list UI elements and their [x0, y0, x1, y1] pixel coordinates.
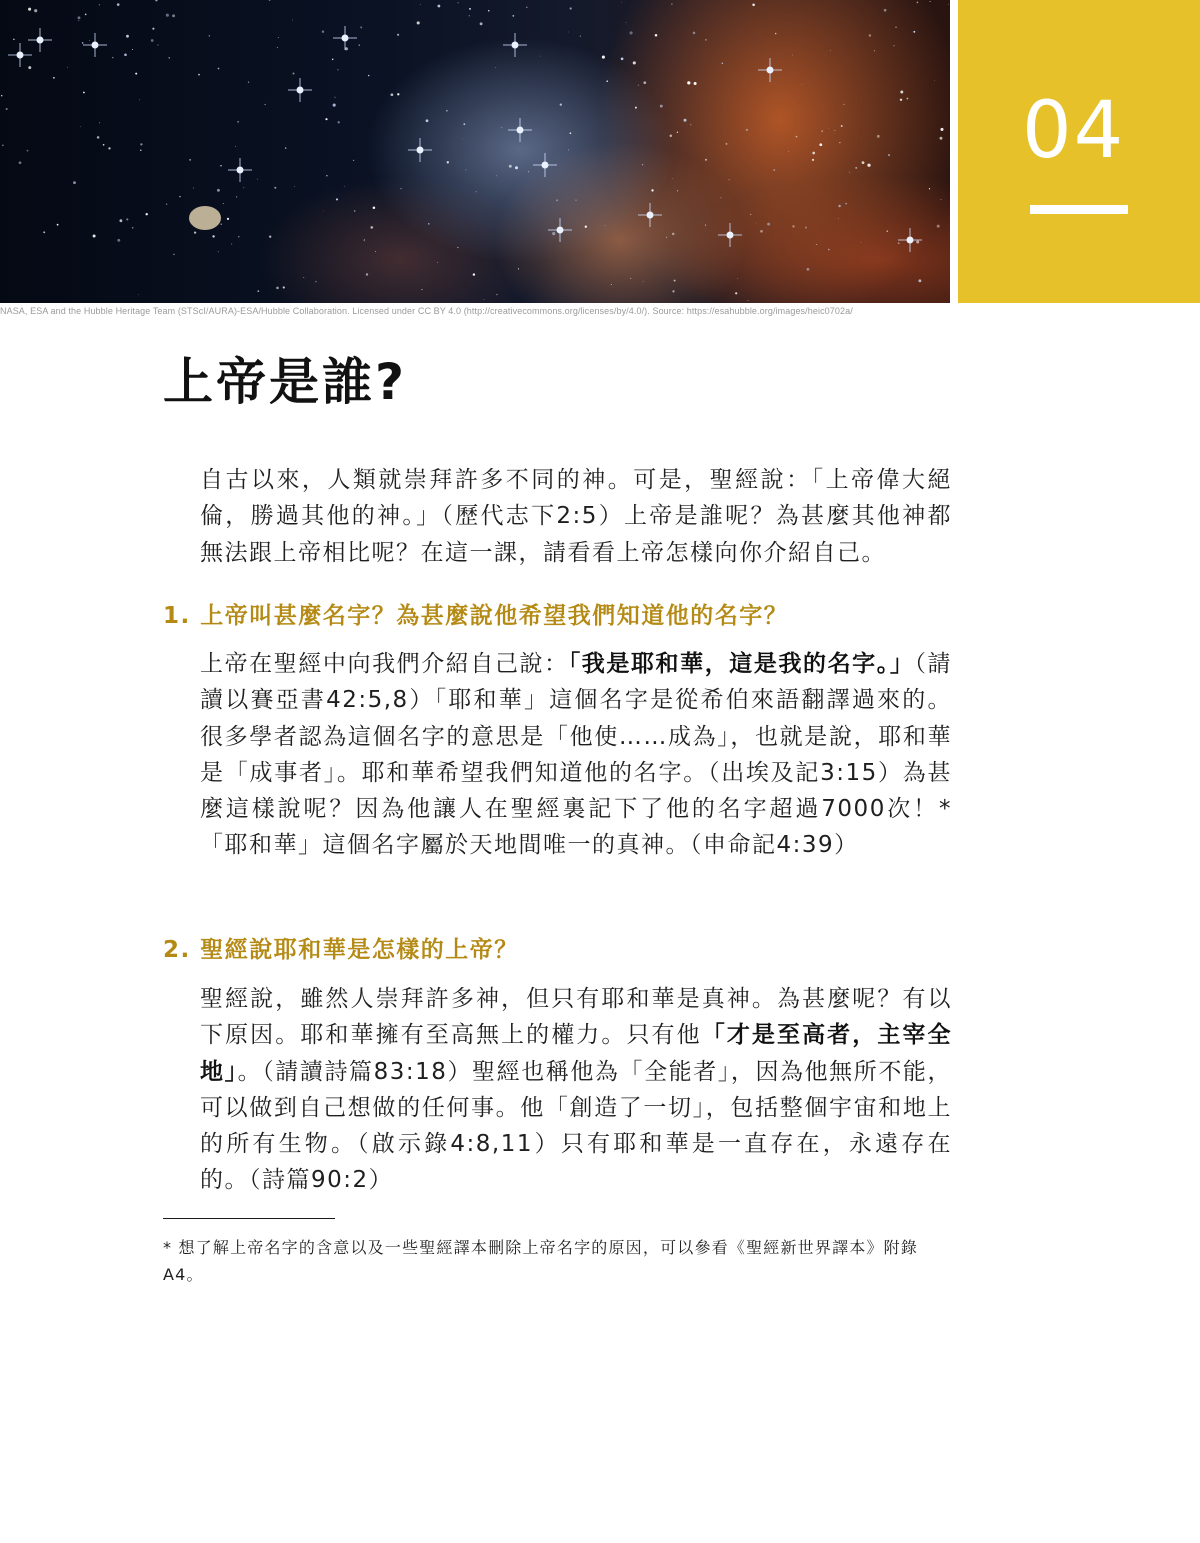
star	[480, 22, 483, 25]
star	[802, 84, 803, 85]
star	[580, 35, 581, 36]
star	[812, 152, 815, 155]
star	[642, 164, 643, 165]
star	[336, 198, 338, 200]
star	[366, 273, 368, 275]
star	[690, 124, 691, 125]
star	[674, 280, 676, 282]
star	[750, 214, 751, 215]
star	[227, 218, 229, 220]
bright-star	[503, 33, 527, 57]
star	[807, 268, 810, 271]
star	[672, 233, 675, 236]
star	[488, 10, 490, 12]
star	[326, 175, 327, 176]
star	[198, 74, 200, 76]
star	[839, 142, 840, 143]
star	[705, 39, 706, 40]
star	[877, 135, 880, 138]
star	[934, 80, 935, 81]
star	[501, 127, 502, 128]
star	[484, 299, 485, 300]
star	[152, 28, 154, 30]
star	[845, 203, 847, 205]
star	[417, 21, 420, 24]
star	[643, 81, 646, 84]
star	[752, 4, 755, 7]
answer-1-text-b: （請讀以賽亞書42:5,8）「耶和華」這個名字是從希伯來語翻譯過來的。很多學者認為這個名字的意思是「他使……成為」，也就是說，耶和華是「成事者」。耶和華希望我們知道他的名字。（出埃及記3:15）為甚麼這樣說呢？因為他讓人在聖經裏記下了他的名字超過7000次！*「耶和華」這個名字屬於天地間唯一的真神。（申命記4:39）	[200, 651, 953, 859]
star	[788, 151, 789, 152]
answer-1-bold-quote: 「我是耶和華，這是我的名字。」	[568, 651, 915, 677]
star	[117, 239, 120, 242]
star	[929, 188, 930, 189]
star	[126, 218, 128, 220]
star	[515, 166, 518, 169]
star	[540, 56, 541, 57]
star	[812, 159, 814, 161]
star	[512, 15, 514, 17]
star	[78, 20, 79, 21]
star	[570, 7, 572, 9]
star	[1, 95, 2, 96]
star	[334, 97, 335, 98]
star	[421, 289, 422, 290]
star	[916, 240, 919, 243]
star	[687, 81, 690, 84]
star	[344, 186, 345, 187]
star	[672, 290, 674, 292]
star	[248, 82, 249, 83]
star	[900, 99, 902, 101]
answer-2-paragraph	[200, 981, 952, 1199]
star	[940, 128, 943, 131]
star	[235, 146, 236, 147]
star	[867, 164, 870, 167]
star	[194, 231, 196, 233]
star	[457, 247, 458, 248]
page-title: 上帝是誰?	[163, 353, 408, 411]
star	[694, 82, 697, 85]
star	[606, 80, 608, 82]
star	[218, 251, 219, 252]
star	[83, 92, 85, 94]
star	[359, 44, 361, 46]
star	[119, 219, 122, 222]
star	[278, 37, 279, 38]
bright-star	[408, 138, 432, 162]
star	[496, 175, 497, 176]
star	[269, 236, 271, 238]
star	[722, 63, 724, 65]
star	[238, 236, 239, 237]
star	[465, 169, 466, 170]
star	[28, 8, 31, 11]
star	[303, 277, 304, 278]
star	[469, 15, 470, 16]
star	[364, 240, 365, 241]
star	[437, 262, 438, 263]
bright-star	[28, 28, 52, 52]
intro-paragraph: 自古以來，人類就崇拜許多不同的神。可是，聖經說：「上帝偉大絕倫，勝過其他的神。」（歷代志下2:5）上帝是誰呢？為甚麼其他神都無法跟上帝相比呢？在這一課，請看看上帝怎樣向你介紹自己。	[200, 467, 952, 566]
star	[337, 69, 338, 70]
answer-2-text-b: 。（請讀詩篇83:18）聖經也稱他為「全能者」，因為他無所不能，可以做到自己想做的任何事。他「創造了一切」，包括整個宇宙和地上的所有生物。（啟示錄4:8,11）只有耶和華是一直存在，永遠存在的。（詩篇90:2）	[200, 1058, 952, 1194]
bright-star	[548, 218, 572, 242]
star	[269, 0, 271, 1]
star	[748, 300, 749, 301]
star	[828, 128, 829, 129]
star	[322, 31, 324, 33]
star	[526, 7, 527, 8]
star	[354, 210, 356, 212]
image-credit: NASA, ESA and the Hubble Heritage Team (STScI/AURA)-ESA/Hubble Collaboration. Licensed under CC BY 4.0 (http://creativecommons.org/licenses/by/4.0/). Source: https://esahubble.org/images/heic0702a/	[0, 306, 853, 316]
star	[756, 223, 757, 224]
star	[166, 204, 167, 205]
star	[135, 73, 137, 75]
star	[437, 5, 440, 8]
star	[917, 2, 919, 4]
star	[447, 161, 449, 163]
star	[638, 85, 639, 86]
star	[368, 75, 369, 76]
star	[893, 45, 894, 46]
star	[476, 191, 477, 192]
star	[838, 205, 840, 207]
star	[767, 223, 770, 226]
star	[257, 290, 259, 292]
star	[568, 32, 569, 33]
star	[53, 77, 55, 79]
star	[552, 232, 555, 235]
question-2-heading: 2. 聖經說耶和華是怎樣的上帝？	[163, 937, 519, 963]
star	[209, 35, 210, 36]
star	[283, 286, 285, 288]
star	[838, 218, 839, 219]
bright-star	[288, 78, 312, 102]
star	[705, 159, 707, 161]
star	[169, 57, 170, 58]
star	[907, 98, 909, 100]
star	[274, 187, 276, 189]
star	[671, 3, 672, 4]
star	[642, 281, 643, 282]
star	[375, 251, 376, 252]
star	[370, 226, 373, 229]
star	[805, 227, 807, 229]
star	[518, 268, 519, 269]
star	[89, 40, 90, 41]
star	[391, 93, 394, 96]
star	[705, 225, 706, 226]
star	[323, 211, 324, 212]
star	[265, 104, 266, 105]
star	[496, 294, 497, 295]
star	[292, 20, 293, 21]
star	[99, 122, 100, 123]
star	[315, 281, 317, 283]
star	[862, 161, 865, 164]
star	[6, 108, 8, 110]
galaxy	[189, 206, 221, 230]
star	[400, 188, 401, 189]
star	[157, 44, 158, 45]
star	[360, 26, 362, 28]
star	[145, 213, 147, 215]
star	[830, 50, 831, 51]
star	[655, 34, 658, 37]
star	[630, 31, 633, 34]
bright-star	[508, 118, 532, 142]
question-1-heading: 1. 上帝叫甚麼名字？為甚麼說他希望我們知道他的名字？	[163, 603, 789, 629]
star	[99, 4, 100, 5]
star	[886, 230, 888, 232]
answer-1-paragraph	[200, 646, 952, 864]
star	[57, 224, 59, 226]
star	[428, 223, 429, 224]
star	[67, 67, 68, 68]
star	[819, 143, 822, 146]
star	[117, 3, 120, 6]
star	[285, 147, 286, 148]
star	[735, 292, 737, 294]
footnote: * 想了解上帝名字的含意以及一些聖經譯本刪除上帝名字的原因，可以參看《聖經新世界譯本》附錄A4。	[163, 1238, 919, 1284]
star	[293, 73, 295, 75]
star	[112, 57, 113, 58]
star	[93, 235, 96, 238]
star	[726, 143, 728, 145]
star	[458, 2, 459, 3]
star	[446, 110, 448, 112]
footnote-divider	[163, 1218, 335, 1219]
star	[231, 244, 232, 245]
star	[85, 14, 87, 16]
star	[223, 203, 224, 204]
star	[426, 119, 429, 122]
star	[124, 53, 127, 56]
star	[28, 66, 31, 69]
star	[13, 39, 14, 40]
star	[604, 225, 605, 226]
star	[849, 172, 850, 173]
star	[816, 244, 817, 245]
star	[172, 14, 175, 17]
star	[737, 278, 738, 279]
star	[843, 104, 844, 105]
star	[635, 107, 637, 109]
star	[132, 227, 134, 229]
star	[73, 181, 76, 184]
star	[276, 287, 279, 290]
star	[509, 165, 512, 168]
star	[633, 61, 636, 64]
answer-1-text-a: 上帝在聖經中向我們介紹自己說：	[200, 651, 569, 677]
star	[151, 39, 154, 42]
bright-star	[718, 223, 742, 247]
star	[666, 237, 667, 238]
star	[941, 199, 942, 200]
star	[835, 130, 836, 131]
star	[373, 207, 376, 210]
star	[325, 118, 327, 120]
star	[576, 200, 577, 201]
star	[294, 186, 295, 187]
star	[940, 137, 943, 140]
star	[855, 167, 857, 169]
star	[173, 254, 174, 255]
star	[243, 187, 244, 188]
star	[720, 197, 721, 198]
star	[179, 196, 180, 197]
star	[78, 16, 81, 19]
star	[746, 129, 748, 131]
star	[212, 235, 214, 237]
star	[257, 179, 258, 180]
star	[602, 56, 605, 59]
star	[693, 32, 696, 35]
star	[672, 178, 673, 179]
star	[621, 57, 624, 60]
bright-star	[898, 228, 922, 252]
star	[138, 294, 139, 295]
star	[19, 161, 22, 164]
star	[236, 196, 237, 197]
star	[139, 99, 140, 100]
star	[792, 54, 793, 55]
star	[495, 67, 496, 68]
star	[898, 242, 900, 244]
star	[420, 4, 421, 5]
star	[333, 104, 336, 107]
star	[918, 279, 921, 282]
star	[34, 9, 37, 12]
star	[821, 130, 823, 132]
star	[630, 278, 631, 279]
star	[140, 143, 142, 145]
star	[611, 284, 612, 285]
star	[27, 150, 29, 152]
star	[97, 136, 100, 139]
star	[570, 132, 572, 134]
star	[568, 149, 569, 150]
star	[132, 49, 133, 50]
star	[469, 8, 471, 10]
star	[888, 154, 890, 156]
star	[220, 165, 221, 166]
star	[677, 190, 678, 191]
star	[189, 159, 190, 160]
star	[43, 231, 45, 233]
star	[108, 147, 110, 149]
star	[585, 226, 587, 228]
star	[930, 1, 931, 2]
header-space-image	[0, 0, 950, 303]
star	[900, 91, 903, 94]
star	[861, 242, 862, 243]
star	[221, 224, 222, 225]
star	[913, 31, 915, 33]
star	[828, 249, 830, 251]
star	[626, 22, 627, 23]
bright-star	[758, 58, 782, 82]
answer-2-text-a: 聖經說，雖然人崇拜許多神，但只有耶和華是真神。為甚麼呢？有以下原因。耶和華擁有至高無上的權力。只有他	[200, 986, 952, 1049]
star	[621, 2, 622, 3]
star	[2, 145, 4, 147]
star	[353, 160, 354, 161]
chapter-number: 04	[1022, 86, 1126, 176]
star	[473, 273, 475, 275]
star	[869, 34, 871, 36]
star	[397, 34, 399, 36]
star	[895, 26, 897, 28]
bright-star	[533, 153, 557, 177]
bright-star	[638, 203, 662, 227]
star	[166, 14, 169, 17]
star	[560, 103, 562, 105]
star	[774, 169, 775, 170]
star	[937, 225, 940, 228]
star	[193, 187, 194, 188]
star	[874, 50, 875, 51]
star	[660, 105, 663, 108]
star	[729, 179, 730, 180]
chapter-underline	[1030, 205, 1128, 214]
star	[670, 134, 673, 137]
star	[651, 189, 653, 191]
star	[884, 9, 887, 12]
bright-star	[228, 158, 252, 182]
star	[126, 35, 129, 38]
bright-star	[333, 26, 357, 50]
star	[775, 33, 776, 34]
star	[760, 230, 763, 233]
star	[82, 42, 84, 44]
star	[397, 93, 399, 95]
star	[332, 59, 333, 60]
star	[237, 121, 239, 123]
star	[463, 139, 464, 140]
star	[841, 125, 843, 127]
star	[277, 47, 278, 48]
star	[218, 68, 220, 70]
star	[528, 171, 529, 172]
star	[80, 126, 81, 127]
star	[103, 144, 105, 146]
star-field	[0, 0, 950, 303]
star	[948, 4, 949, 5]
star	[792, 225, 794, 227]
star	[217, 189, 220, 192]
star	[463, 123, 465, 125]
star	[677, 132, 678, 133]
star	[556, 199, 558, 201]
bright-star	[8, 43, 32, 67]
bright-star	[83, 33, 107, 57]
star	[338, 121, 340, 123]
answer-2-bold-quote: 「才是至高者，主宰全地」	[200, 1022, 953, 1085]
star	[140, 150, 141, 151]
star	[684, 119, 687, 122]
star	[796, 136, 798, 138]
star	[155, 0, 157, 1]
